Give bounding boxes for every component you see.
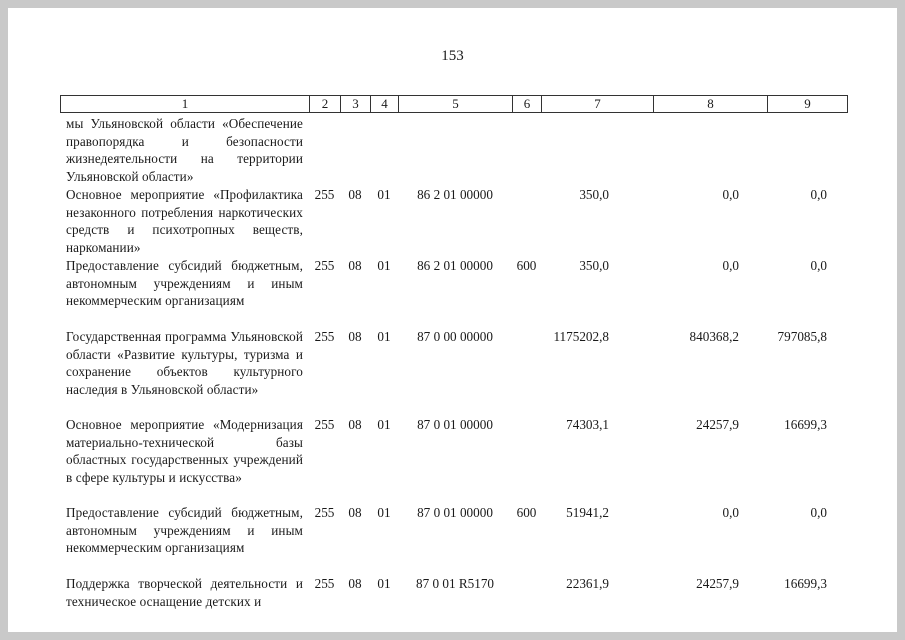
section-code: 08 (348, 417, 362, 432)
column-header-6: 6 (513, 96, 542, 113)
item-name: Государственная программа Ульяновской области «Развитие культуры, туризма и сохранение объектов культурного наследия в Ульяновской области» (66, 329, 303, 398)
grbs-code: 255 (314, 505, 335, 520)
page-number: 153 (441, 48, 464, 64)
expense-type-code (512, 115, 541, 186)
expense-type-code (512, 328, 541, 416)
amount-col7: 350,0 (579, 187, 609, 202)
target-article-code: 87 0 01 R5170 (415, 576, 495, 591)
column-number-header (60, 95, 848, 113)
amount-col8: 0,0 (722, 187, 739, 202)
item-name: Основное мероприятие «Модернизация материально-технической базы областных государственных учреждений в сфере культуры и искусства» (66, 417, 303, 486)
section-code: 08 (348, 576, 362, 591)
document-page (8, 8, 897, 632)
subsection-code: 01 (377, 258, 391, 273)
expense-type-code: 600 (516, 505, 537, 520)
amount-col9: 0,0 (810, 187, 827, 202)
expense-type-code (512, 575, 541, 611)
item-name: Предоставление субсидий бюджетным, автономным учреждениям и иным некоммерческим организациям (66, 505, 303, 556)
subsection-code (370, 115, 398, 186)
amount-col9: 16699,3 (784, 417, 827, 432)
section-code: 08 (348, 187, 362, 202)
amount-col9: 0,0 (810, 505, 827, 520)
column-header-7: 7 (542, 96, 654, 113)
column-header-2: 2 (310, 96, 341, 113)
expense-type-code (512, 186, 541, 257)
amount-col7 (541, 115, 653, 186)
subsection-code: 01 (377, 329, 391, 344)
item-name: Поддержка творческой деятельности и техническое оснащение детских и (66, 576, 303, 609)
table-row (60, 186, 847, 257)
table-row (60, 575, 847, 611)
grbs-code: 255 (314, 329, 335, 344)
amount-col7: 22361,9 (566, 576, 609, 591)
amount-col8: 0,0 (722, 258, 739, 273)
grbs-code (309, 115, 340, 186)
subsection-code: 01 (377, 417, 391, 432)
target-article-code: 87 0 00 00000 (417, 329, 493, 344)
amount-col9: 0,0 (810, 258, 827, 273)
amount-col7: 74303,1 (566, 417, 609, 432)
grbs-code: 255 (314, 187, 335, 202)
amount-col7: 1175202,8 (553, 329, 609, 344)
amount-col8: 840368,2 (689, 329, 739, 344)
table-row (60, 115, 847, 186)
amount-col9: 797085,8 (777, 329, 827, 344)
amount-col7: 350,0 (579, 258, 609, 273)
grbs-code: 255 (314, 576, 335, 591)
column-header-3: 3 (341, 96, 371, 113)
target-article-code: 86 2 01 00000 (417, 258, 493, 273)
expense-type-code (512, 416, 541, 504)
column-header-4: 4 (371, 96, 399, 113)
amount-col8: 24257,9 (696, 417, 739, 432)
section-code: 08 (348, 258, 362, 273)
subsection-code: 01 (377, 505, 391, 520)
target-article-code (398, 115, 512, 186)
item-name: мы Ульяновской области «Обеспечение правопорядка и безопасности жизнедеятельности на территории Ульяновской области» (66, 116, 303, 185)
amount-col9: 16699,3 (784, 576, 827, 591)
table-row (60, 328, 847, 416)
item-name: Предоставление субсидий бюджетным, автономным учреждениям и иным некоммерческим организациям (66, 258, 303, 309)
budget-table (60, 115, 847, 611)
section-code (340, 115, 370, 186)
column-header-5: 5 (399, 96, 513, 113)
table-row (60, 416, 847, 504)
grbs-code: 255 (314, 417, 335, 432)
target-article-code: 87 0 01 00000 (417, 505, 493, 520)
target-article-code: 87 0 01 00000 (417, 417, 493, 432)
amount-col7: 51941,2 (566, 505, 609, 520)
subsection-code: 01 (377, 187, 391, 202)
section-code: 08 (348, 505, 362, 520)
item-name: Основное мероприятие «Профилактика незаконного потребления наркотических средств и психотропных веществ, наркомании» (66, 187, 303, 256)
amount-col8: 0,0 (722, 505, 739, 520)
column-header-9: 9 (768, 96, 848, 113)
table-row (60, 257, 847, 328)
amount-col8 (653, 115, 767, 186)
amount-col8: 24257,9 (696, 576, 739, 591)
expense-type-code: 600 (516, 258, 537, 273)
amount-col9 (767, 115, 847, 186)
table-row (60, 504, 847, 575)
grbs-code: 255 (314, 258, 335, 273)
subsection-code: 01 (377, 576, 391, 591)
target-article-code: 86 2 01 00000 (417, 187, 493, 202)
column-header-8: 8 (654, 96, 768, 113)
column-header-1: 1 (61, 96, 310, 113)
section-code: 08 (348, 329, 362, 344)
